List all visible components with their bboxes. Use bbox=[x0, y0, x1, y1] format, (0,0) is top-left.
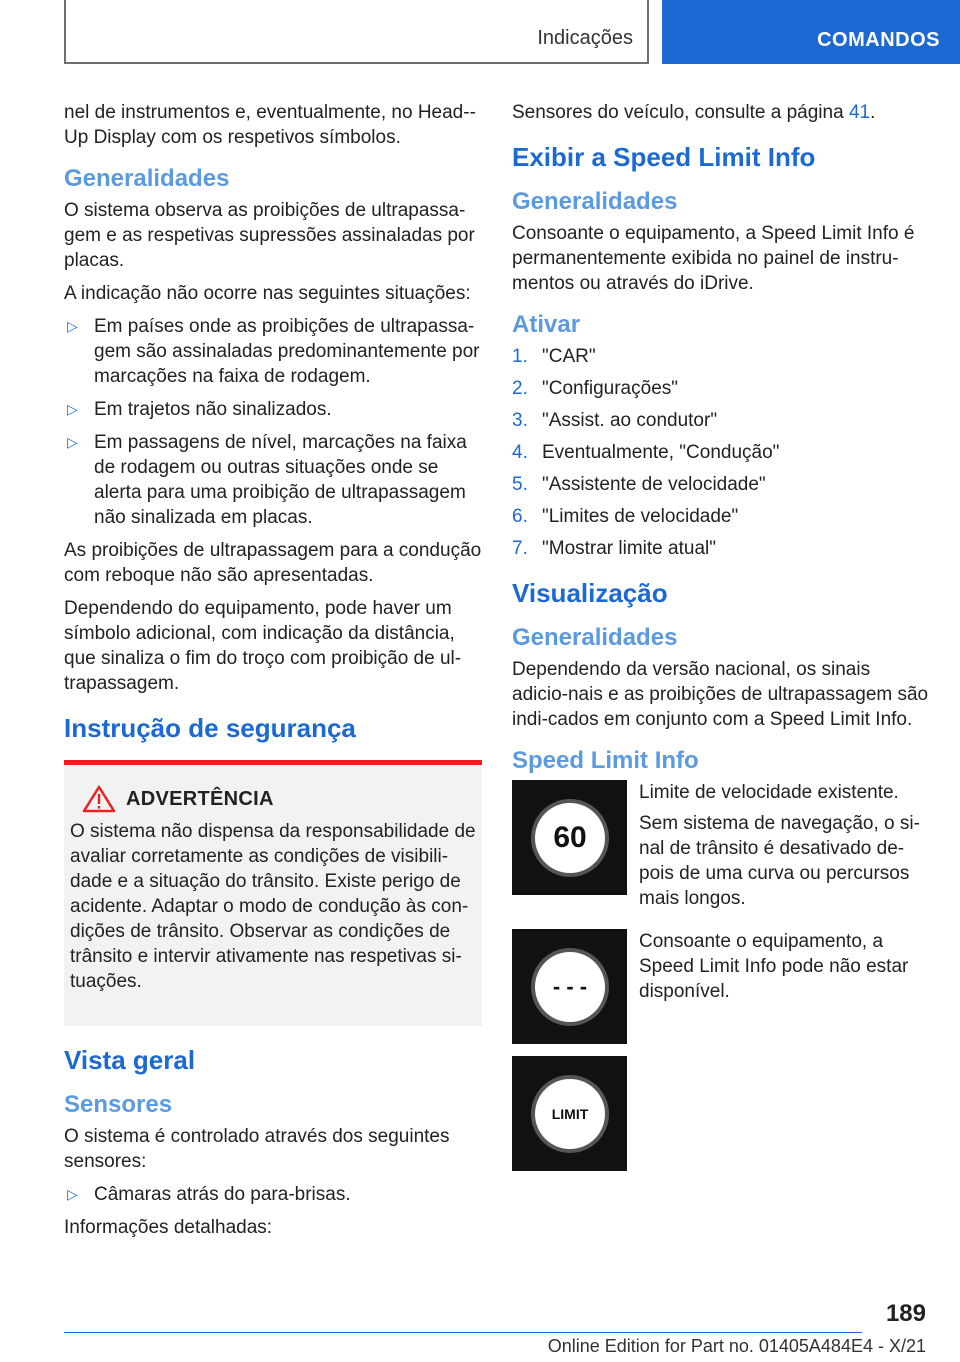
step-item: 4. Eventualmente, "Condução" bbox=[512, 442, 780, 463]
sign-description: Limite de velocidade existente. Sem sistema de navegação, o si-nal de trânsito é desativado de-pois de uma curva ou percursos mais longos. bbox=[639, 782, 920, 909]
sign-description: Consoante o equipamento, a Speed Limit Info pode não estar disponível. bbox=[639, 931, 909, 1002]
situations-list bbox=[64, 314, 482, 530]
speed-limit-sign-image bbox=[512, 780, 627, 895]
sensors-paragraph-1: O sistema é controlado através dos seguintes sensores: bbox=[64, 1126, 450, 1172]
list-item: ▷ Em países onde as proibições de ultrapassa-gem são assinaladas predominantemente por marcações na faixa de rodagem. bbox=[67, 316, 480, 387]
speed-limit-sign-icon: 60 bbox=[535, 803, 605, 873]
step-item: 7. "Mostrar limite atual" bbox=[512, 538, 716, 559]
sign-row-limit bbox=[512, 1056, 930, 1171]
warning-triangle-icon bbox=[82, 785, 116, 813]
sensors-paragraph-2: Informações detalhadas: bbox=[64, 1217, 273, 1238]
unavailable-sign-image bbox=[512, 929, 627, 1044]
activation-steps bbox=[512, 344, 930, 561]
limit-sign-image bbox=[512, 1056, 627, 1171]
step-item: 6. "Limites de velocidade" bbox=[512, 506, 739, 527]
warning-header bbox=[70, 785, 476, 813]
step-item: 5. "Assistente de velocidade" bbox=[512, 474, 766, 495]
display-paragraph: Dependendo da versão nacional, os sinais adicio-nais e as proibições de ultrapassagem são indi-cados em conjunto com a Speed Limit Info. bbox=[512, 659, 929, 730]
sensors-heading: Sensores bbox=[64, 1091, 173, 1118]
list-item: ▷ Em trajetos não sinalizados. bbox=[67, 399, 332, 420]
overview-heading: Vista geral bbox=[64, 1045, 196, 1075]
triangle-bullet-icon: ▷ bbox=[67, 434, 78, 450]
general-paragraph-2: A indicação não ocorre nas seguintes situações: bbox=[64, 283, 471, 304]
general-paragraph-4: Dependendo do equipamento, pode haver um símbolo adicional, com indicação da distância, que sinaliza o fim do troço com proibição de ul-trapassagem. bbox=[64, 598, 462, 694]
footer-divider bbox=[64, 1332, 862, 1333]
triangle-bullet-icon: ▷ bbox=[67, 318, 78, 334]
display-general-heading: Generalidades bbox=[512, 624, 678, 651]
speed-limit-info-heading: Speed Limit Info bbox=[512, 747, 699, 774]
general-paragraph-1: O sistema observa as proibições de ultrapassa-gem e as respetivas supressões assinaladas por placas. bbox=[64, 200, 475, 271]
triangle-bullet-icon: ▷ bbox=[67, 1186, 78, 1202]
limit-sign-icon: LIMIT bbox=[535, 1079, 605, 1149]
section-tab-label: Indicações bbox=[537, 27, 633, 49]
sign-row-speed-limit bbox=[512, 780, 930, 917]
left-column bbox=[64, 100, 482, 1248]
general-heading: Generalidades bbox=[64, 165, 230, 192]
footer-edition: Online Edition for Part no. 01405A484E4 - X/21 bbox=[547, 1336, 926, 1356]
general-heading: Generalidades bbox=[512, 188, 678, 215]
step-item: 1. "CAR" bbox=[512, 346, 596, 367]
right-column bbox=[512, 100, 930, 1183]
warning-box bbox=[64, 760, 482, 1026]
step-item: 3. "Assist. ao condutor" bbox=[512, 410, 718, 431]
triangle-bullet-icon: ▷ bbox=[67, 401, 78, 417]
dashes-sign-icon: - - - bbox=[535, 952, 605, 1022]
chapter-tab bbox=[662, 0, 960, 64]
show-heading: Exibir a Speed Limit Info bbox=[512, 142, 816, 172]
sensors-reference: Sensores do veículo, consulte a página 41. bbox=[512, 102, 876, 123]
display-heading: Visualização bbox=[512, 578, 668, 608]
page-number: 189 bbox=[885, 1300, 926, 1327]
page-link[interactable]: 41 bbox=[848, 102, 871, 123]
list-item: ▷ Câmaras atrás do para-brisas. bbox=[67, 1184, 351, 1205]
warning-text: O sistema não dispensa da responsabilidade de avaliar corretamente as condições de visibili-dade e a situação do trânsito. Existe perigo de acidente. Adaptar o modo de condução às con-dições de trânsito. Observar as condições de trânsito e intervir ativamente nas respetivas si-tuações. bbox=[70, 821, 476, 992]
chapter-tab-label: COMANDOS bbox=[817, 29, 940, 51]
list-item: ▷ Em passagens de nível, marcações na faixa de rodagem ou outras situações onde se alerta para uma proibição de ultrapassagem não sinalizada em placas. bbox=[67, 432, 467, 528]
section-tab bbox=[64, 0, 649, 64]
general-paragraph: Consoante o equipamento, a Speed Limit Info é permanentemente exibida no painel de instru-mentos ou através do iDrive. bbox=[512, 223, 915, 294]
intro-paragraph: nel de instrumentos e, eventualmente, no Head--Up Display com os respetivos símbolos. bbox=[64, 102, 476, 148]
step-item: 2. "Configurações" bbox=[512, 378, 679, 399]
safety-heading: Instrução de segurança bbox=[64, 713, 356, 743]
warning-title: ADVERTÊNCIA bbox=[126, 787, 274, 810]
activate-heading: Ativar bbox=[512, 311, 581, 338]
general-paragraph-3: As proibições de ultrapassagem para a condução com reboque não são apresentadas. bbox=[64, 540, 482, 586]
sign-row-unavailable bbox=[512, 929, 930, 1044]
sensor-list bbox=[64, 1182, 482, 1207]
